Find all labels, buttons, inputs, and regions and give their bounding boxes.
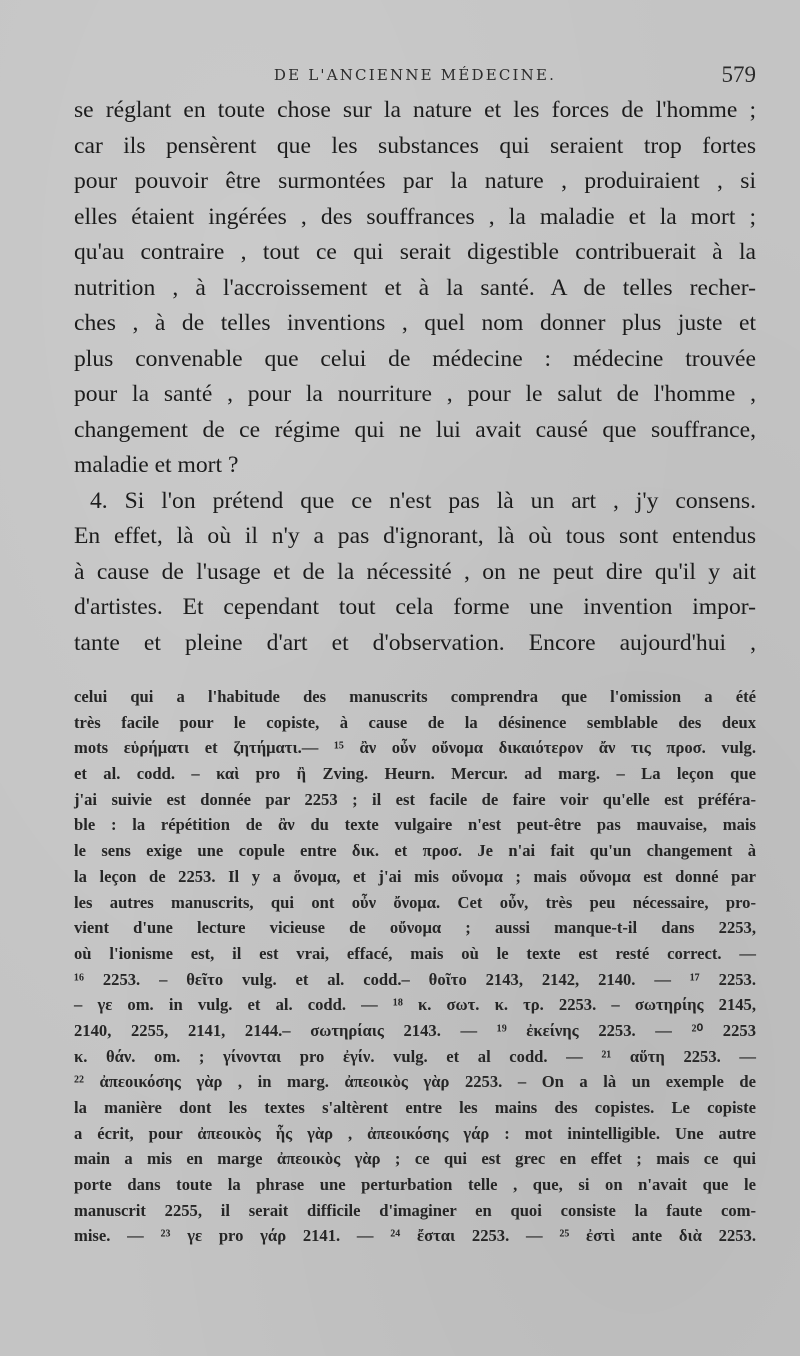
page-number: 579: [721, 62, 756, 87]
footnote-line: ²² ἀπεοικόσης γὰρ , in marg. ἀπεοικὸς γὰρ 2253. – On a là un exemple de: [74, 1072, 756, 1092]
footnote-line: où l'ionisme est, il est vrai, effacé, mais où le texte est resté correct. —: [74, 943, 756, 963]
section-4-first-line: 4. Si l'on prétend que ce n'est pas là un art , j'y consens.: [90, 487, 756, 514]
main-text-line: changement de ce régime qui ne lui avait causé que souffrance,: [74, 416, 756, 443]
main-text-line: ches , à de telles inventions , quel nom donner plus juste et: [74, 310, 756, 336]
footnote-line: très facile pour le copiste, à cause de la désinence semblable des deux: [74, 712, 756, 732]
footnote-line: manuscrit 2255, il serait difficile d'imaginer en quoi consiste la faute com-: [74, 1200, 756, 1220]
main-text-line: elles étaient ingérées , des souffrances , la maladie et la mort ;: [74, 203, 756, 230]
footnote-line: les autres manuscrits, qui ont οὖν ὄνομα. Cet οὖν, très peu nécessaire, pro-: [74, 892, 756, 912]
main-text-line: pour la santé , pour la nourriture , pour le salut de l'homme ,: [74, 381, 756, 407]
footnote-line: celui qui a l'habitude des manuscrits comprendra que l'omission a été: [74, 687, 756, 706]
footnotes: [74, 684, 756, 1249]
main-text-line: se réglant en toute chose sur la nature et les forces de l'homme ;: [74, 97, 756, 123]
footnote-line: κ. θάν. om. ; γίνονται pro ἐγίν. vulg. et al codd. — ²¹ αὕτη 2253. —: [74, 1046, 756, 1066]
main-text-line: qu'au contraire , tout ce qui serait digestible contribuerait à la: [74, 239, 756, 265]
footnote-line: le sens exige une copule entre δικ. et προσ. Je n'ai fait qu'un changement à: [74, 841, 756, 861]
footnote-line: et al. codd. – καὶ pro ἢ Zving. Heurn. Mercur. ad marg. – La leçon que: [74, 764, 756, 784]
footnote-line: a écrit, pour ἀπεοικὸς ἧς γὰρ , ἀπεοικόσης γάρ : mot inintelligible. Une autre: [74, 1123, 756, 1143]
main-text-line: nutrition , à l'accroissement et à la santé. A de telles recher-: [74, 274, 756, 301]
footnote-line: ble : la répétition de ἂν du texte vulgaire n'est peut-être pas mauvaise, mais: [74, 815, 756, 835]
footnote-line: j'ai suivie est donnée par 2253 ; il est facile de faire voir qu'elle est préféra-: [74, 789, 756, 809]
main-text-line: maladie et mort ?: [74, 452, 239, 478]
footnote-line: la leçon de 2253. Il y a ὄνομα, et j'ai mis οὔνομα ; mais οὔνομα est donné par: [74, 866, 756, 886]
main-text-line: car ils pensèrent que les substances qui seraient trop fortes: [74, 132, 756, 159]
main-text-line: d'artistes. Et cependant tout cela forme une invention impor-: [74, 594, 756, 620]
footnote-line: – γε om. in vulg. et al. codd. — ¹⁸ κ. σωτ. κ. τρ. 2253. – σωτηρίης 2145,: [74, 995, 756, 1015]
main-text-line: à cause de l'usage et de la nécessité , on ne peut dire qu'il y ait: [74, 558, 756, 585]
running-head: [74, 64, 756, 90]
footnote-line: mise. — ²³ γε pro γάρ 2141. — ²⁴ ἔσται 2253. — ²⁵ ἐστὶ ante διὰ 2253.: [74, 1226, 756, 1246]
footnote-line: vient d'une lecture vicieuse de οὔνομα ; aussi manque-t-il dans 2253,: [74, 918, 756, 938]
footnote-line: ¹⁶ 2253. – θεῖτο vulg. et al. codd.– θοῖτο 2143, 2142, 2140. — ¹⁷ 2253.: [74, 969, 756, 989]
main-text-line: tante et pleine d'art et d'observation. Encore aujourd'hui ,: [74, 629, 756, 656]
footnote-line: la manière dont les textes s'altèrent entre les mains des copistes. Le copiste: [74, 1098, 756, 1117]
main-text: [74, 93, 756, 661]
main-text-line: En effet, là où il n'y a pas d'ignorant, là où tous sont entendus: [74, 523, 756, 549]
footnote-line: main a mis en marge ἀπεοικὸς γὰρ ; ce qui est grec en effet ; mais ce qui: [74, 1149, 756, 1169]
main-text-line: plus convenable que celui de médecine : médecine trouvée: [74, 345, 756, 372]
footnote-line: mots εὑρήματι et ζητήματι.— ¹⁵ ἂν οὖν οὔνομα δικαιότερον ἄν τις προσ. vulg.: [74, 738, 756, 758]
running-head-title: DE L'ANCIENNE MÉDECINE.: [273, 66, 557, 84]
main-text-line: pour pouvoir être surmontées par la nature , produiraient , si: [74, 168, 756, 194]
footnote-line: porte dans toute la phrase une perturbation telle , que, si on n'avait que le: [74, 1175, 756, 1195]
footnote-line: 2140, 2255, 2141, 2144.– σωτηρίαις 2143. — ¹⁹ ἐκείνης 2253. — ²⁰ 2253: [74, 1020, 756, 1040]
